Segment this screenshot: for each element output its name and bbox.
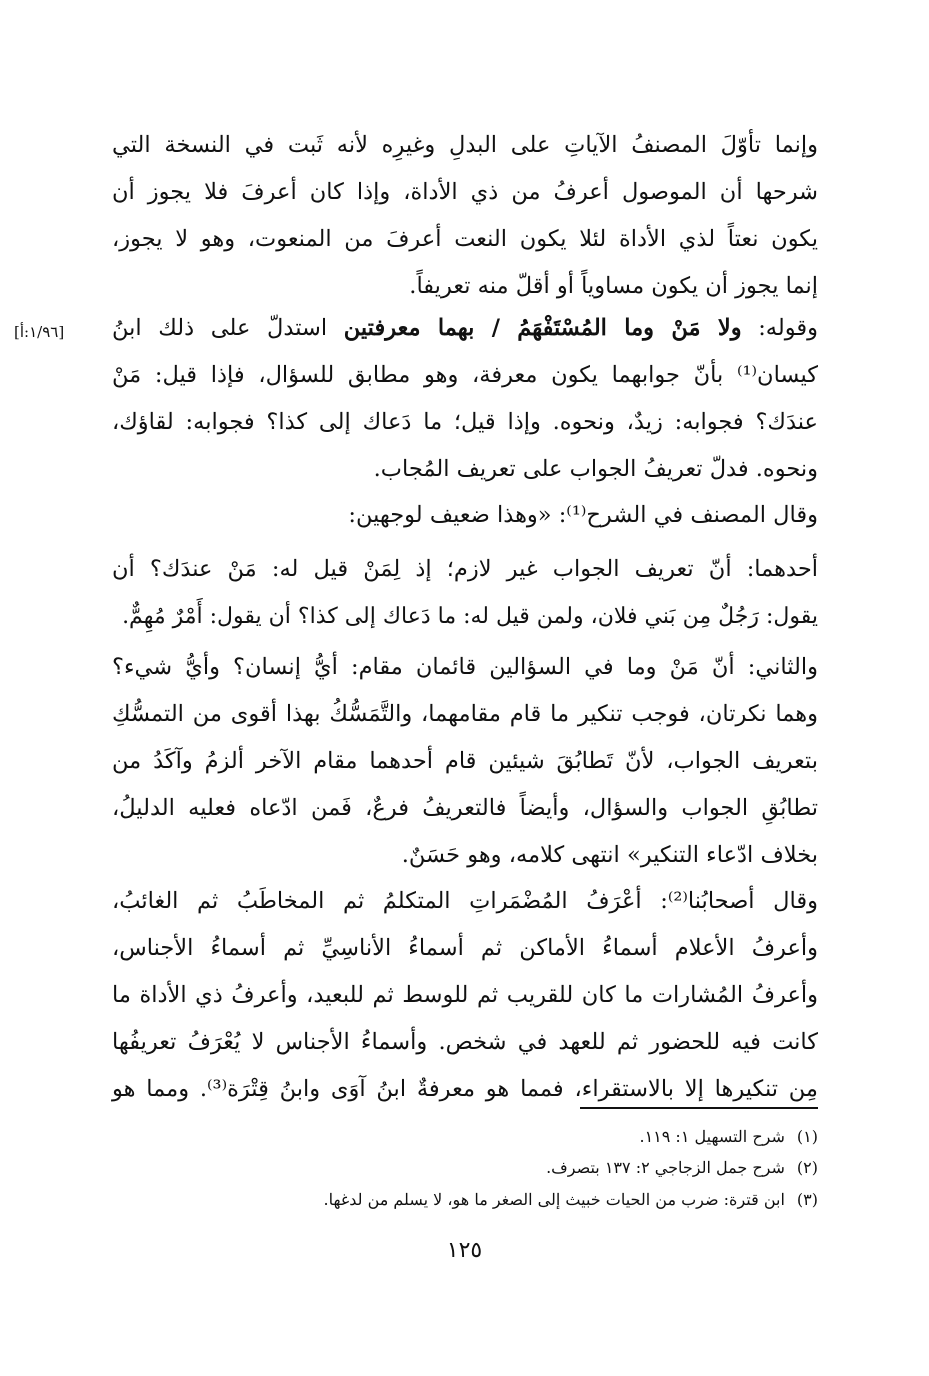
text-line: يكون نعتاً لذي الأداة لئلا يكون النعت أعرفَ من المنعوت، وهو لا يجوز، xyxy=(112,226,818,252)
text-line: شرحها أن الموصول أعرفُ من ذي الأداة، وإذا كان أعرفَ فلا يجوز أن xyxy=(112,179,818,205)
paragraph-6 xyxy=(112,878,818,1113)
text-line: بخلاف ادّعاء التنكير» انتهى كلامه، وهو حَسَنٌ. xyxy=(401,842,818,868)
text-line: كانت فيه للحضور ثم للعهد في شخص. وأسماءُ الأجناس لا يُعْرَفُ تعريفُها xyxy=(112,1029,818,1055)
text-line: وإنما تأوّلَ المصنفُ الآياتِ على البدلِ وغيرِه لأنه ثَبت في النسخة التي xyxy=(112,132,818,158)
footnote-number: (١) xyxy=(796,1127,818,1146)
text-line: إنما يجوز أن يكون مساوياً أو أقلّ منه تعريفاً. xyxy=(409,273,818,299)
text-line: وقال المصنف في الشرح⁽¹⁾: «وهذا ضعيف لوجهين: xyxy=(348,502,818,528)
text-line: كيسان⁽¹⁾ بأنّ جوابهما يكون معرفة، وهو مطابق للسؤال، فإذا قيل: مَنْ xyxy=(112,362,818,388)
text-line: وأعرفُ المُشارات ما كان للقريب ثم للوسط ثم للبعيد، وأعرفُ ذي الأداة ما xyxy=(112,982,818,1008)
text-line: عندَك؟ فجوابه: زيدٌ، ونحوه. وإذا قيل؛ ما دَعاك إلى كذا؟ فجوابه: لقاؤك، xyxy=(112,409,818,435)
text-line: بتعريف الجواب، لأنّ تَطابُقَ شيئين قام أحدهما مقام الآخر ألزمُ وآكَدُ من xyxy=(112,748,818,774)
bold-quote: ولا مَنْ وما المُسْتَفْهَمُ / بهما معرفتين xyxy=(343,315,742,341)
text-run: استدلّ على ذلك ابنُ xyxy=(112,315,344,341)
page-number: ١٢٥ xyxy=(446,1238,483,1263)
text-line xyxy=(112,305,818,352)
paragraph-4 xyxy=(112,546,818,640)
manuscript-folio-reference: [١/٩٦:أ] xyxy=(14,323,65,341)
text-line: وقال أصحابُنا⁽²⁾: أعْرَفُ المُضْمَراتِ المتكلمُ ثم المخاطَبُ ثم الغائبُ، xyxy=(112,888,818,914)
text-line: ونحوه. فدلّ تعريفُ الجواب على تعريف المُجاب. xyxy=(373,456,818,482)
text-line: مِن تنكيرها إلا بالاستقراء، فمما هو معرفةٌ ابنُ آوَى وابنُ قِتْرَة⁽³⁾. ومما هو xyxy=(112,1076,818,1102)
footnote-text: ابن قترة: ضرب من الحيات خبيث إلى الصغر ما هو، لا يسلم من لدغها. xyxy=(323,1190,785,1209)
text-line: وأعرفُ الأعلام أسماءُ الأماكن ثم أسماءُ الأناسِيِّ ثم أسماءُ الأجناس، xyxy=(112,935,818,961)
paragraph-3 xyxy=(112,492,818,539)
paragraph-5 xyxy=(112,644,818,879)
footnote-number: (٣) xyxy=(796,1190,818,1209)
text-line: تطابُقِ الجواب والسؤال، وأيضاً فالتعريفُ فرعٌ، فَمن ادّعاه فعليه الدليلُ، xyxy=(112,795,818,821)
text-line: يقول: رَجُلٌ مِن بَني فلان، ولمن قيل له: ما دَعاك إلى كذا؟ أن يقول: أَمْرٌ مُهِمٌّ. xyxy=(122,604,818,629)
footnote-2 xyxy=(150,1153,818,1183)
footnote-1 xyxy=(150,1122,818,1152)
text-run: وقوله: xyxy=(741,315,818,341)
footnote-text: شرح التسهيل ١: ١١٩. xyxy=(639,1127,785,1146)
text-line: أحدهما: أنّ تعريف الجواب غير لازم؛ إذ لِمَنْ قيل له: مَنْ عندَك؟ أن xyxy=(112,556,818,582)
footnote-3 xyxy=(150,1185,818,1215)
text-line: وهما نكرتان، فوجب تنكير ما قام مقامهما، والتَّمَسُّكُ بهذا أقوى من التمسُّكِ xyxy=(112,701,818,727)
footnote-separator xyxy=(580,1107,818,1109)
paragraph-1 xyxy=(112,122,818,310)
footnote-text: شرح جمل الزجاجي ٢: ١٣٧ بتصرف. xyxy=(546,1158,785,1177)
text-line: والثاني: أنّ مَنْ وما في السؤالين قائمان مقام: أيُّ إنسان؟ وأيُّ شيء؟ xyxy=(112,654,818,680)
paragraph-2 xyxy=(112,305,818,493)
footnote-number: (٢) xyxy=(796,1158,818,1177)
